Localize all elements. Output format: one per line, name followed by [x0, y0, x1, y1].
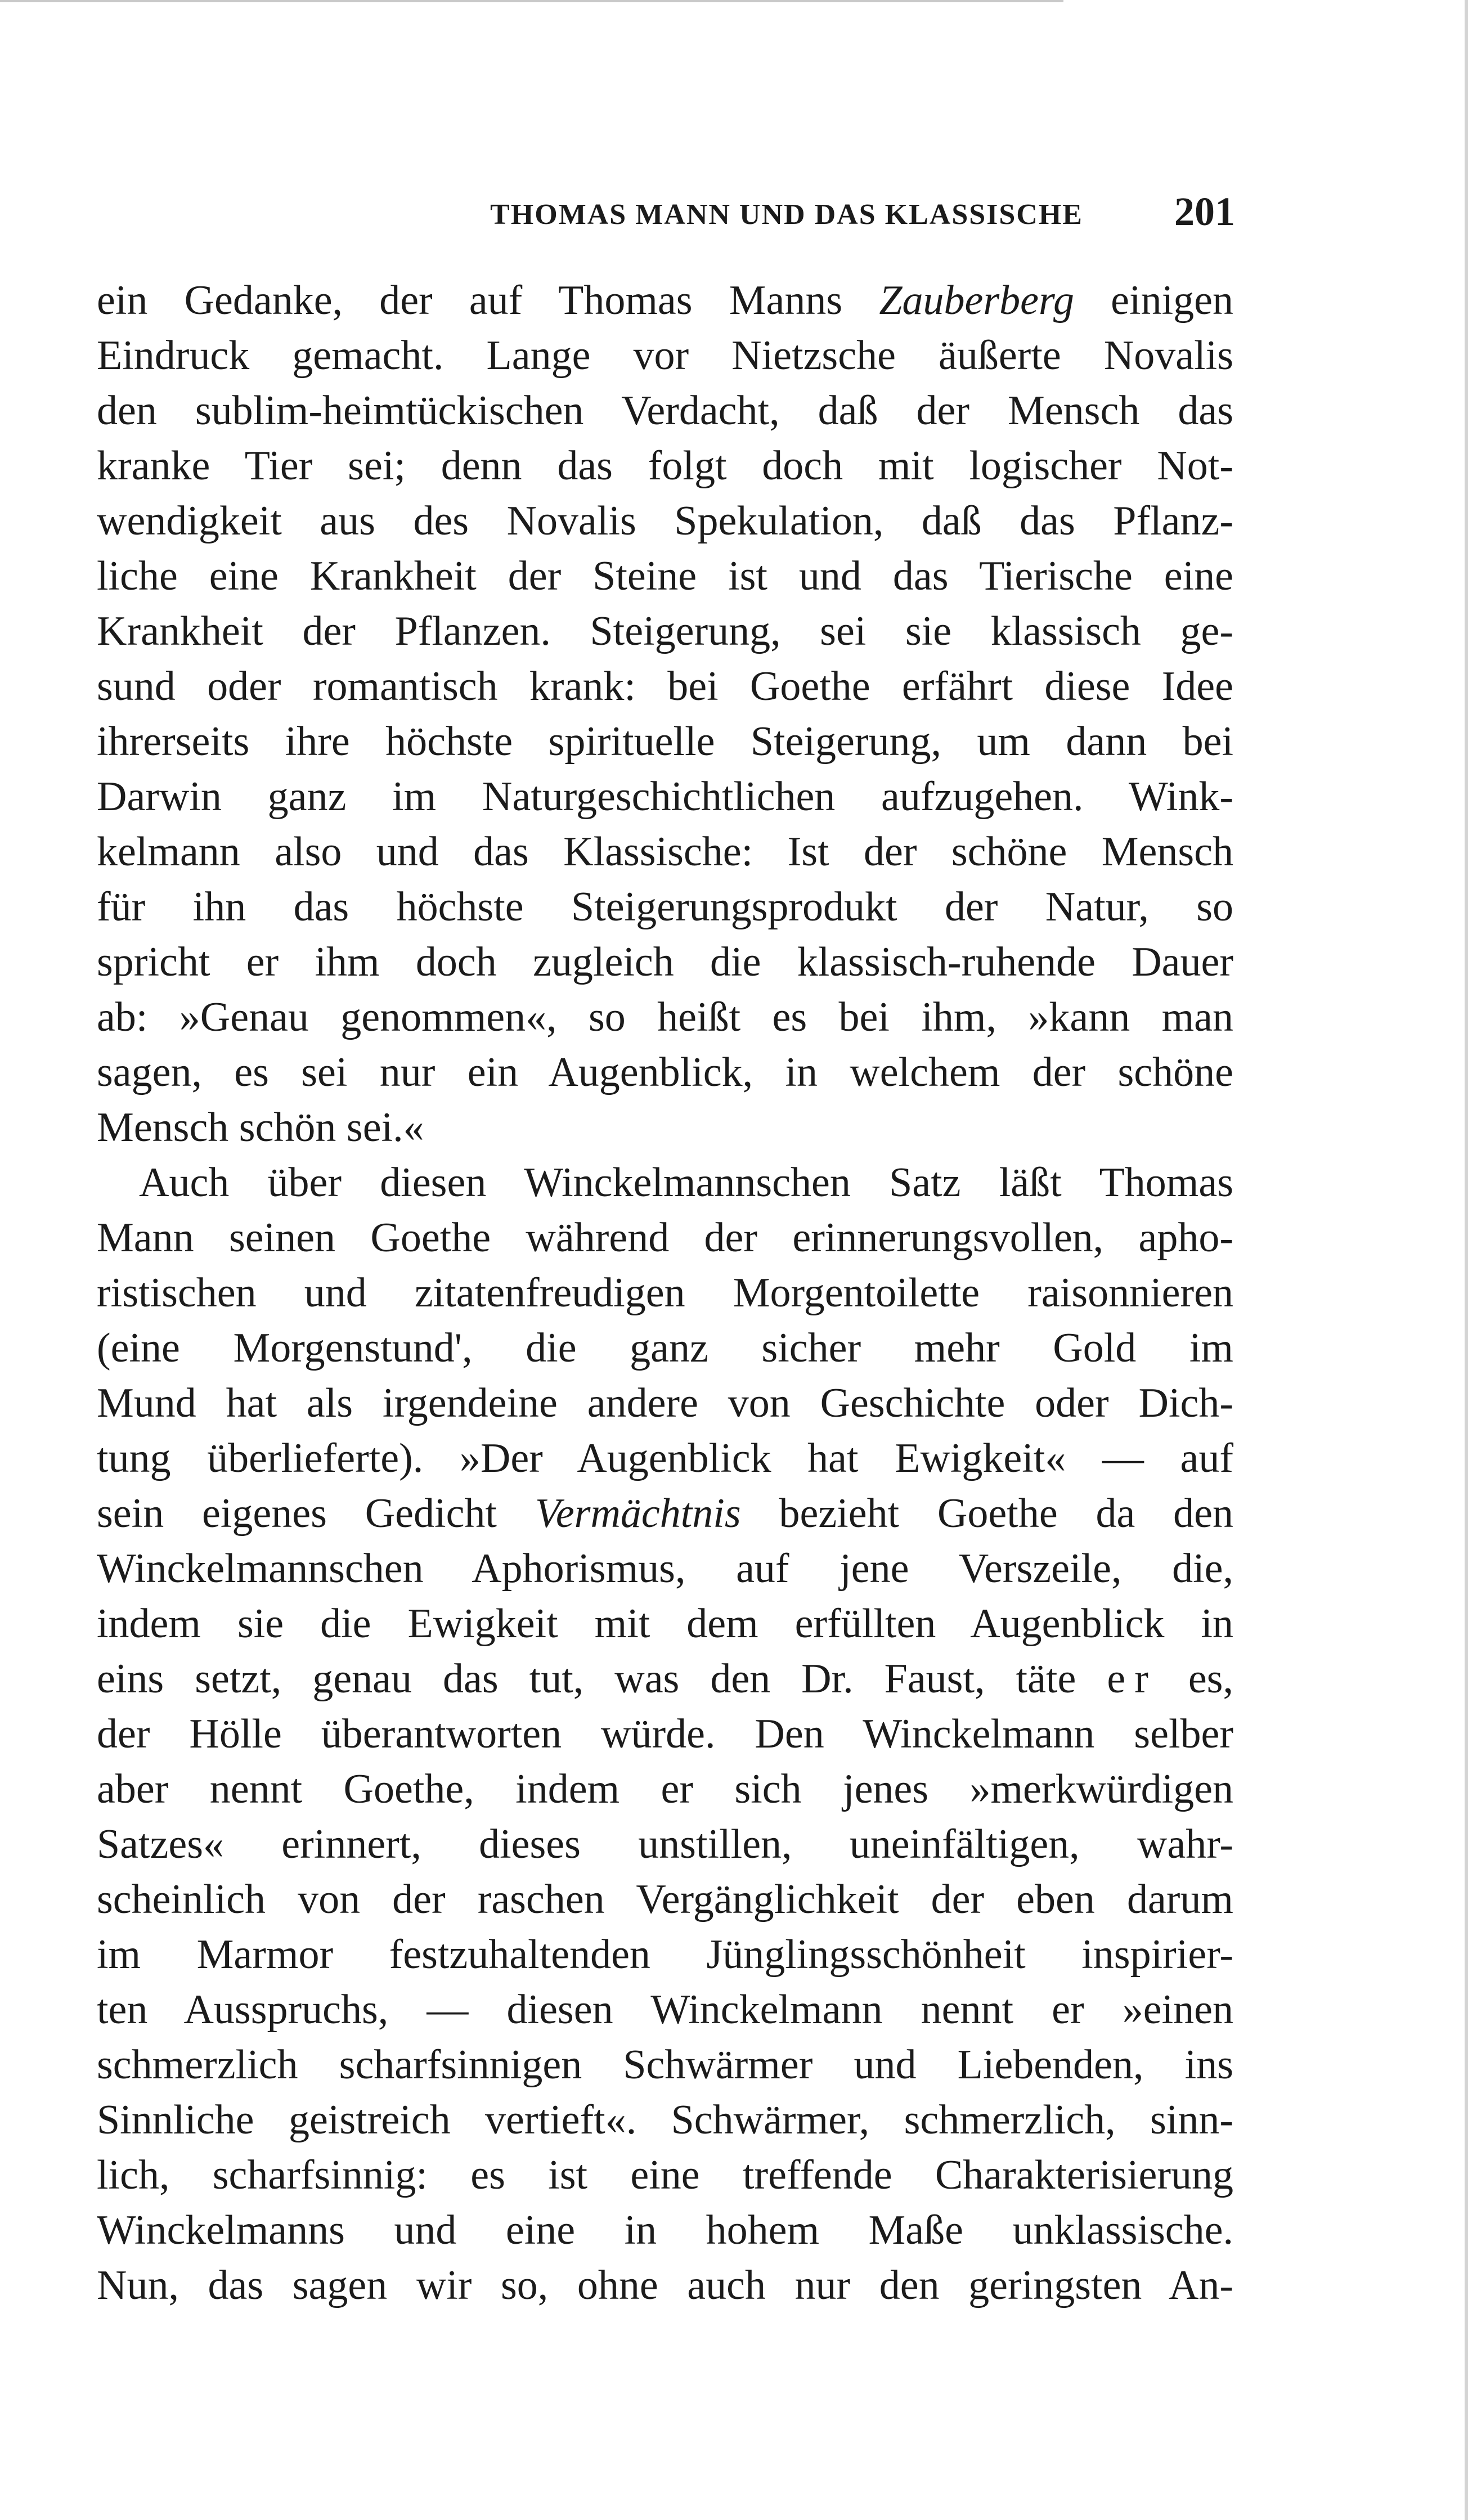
italic-title: Vermächtnis [535, 1490, 741, 1537]
running-title: THOMAS MANN UND DAS KLASSISCHE [490, 199, 1083, 231]
text-line: Nun, das sagen wir so, ohne auch nur den geringsten An- [97, 2262, 1233, 2308]
text-line: Krankheit der Pflanzen. Steigerung, sei sie klassisch ge- [97, 608, 1233, 654]
text-line: ein Gedanke, der auf Thomas Manns Zauberberg einigen [97, 277, 1233, 324]
text-line: Sinnliche geistreich vertieft«. Schwärmer, schmerzlich, sinn- [97, 2097, 1233, 2143]
text-line: der Hölle überantworten würde. Den Winckelmann selber [97, 1711, 1233, 1757]
running-head [96, 186, 1235, 236]
text-line: sagen, es sei nur ein Augenblick, in welchem der schöne [97, 1049, 1233, 1095]
text-line: schmerzlich scharfsinnigen Schwärmer und Liebenden, ins [97, 2042, 1233, 2088]
text-line: scheinlich von der raschen Vergänglichkeit der eben darum [97, 1876, 1233, 1922]
spaced-emphasis: er [1107, 1656, 1157, 1702]
text-line: tung überlieferte). »Der Augenblick hat Ewigkeit« — auf [97, 1435, 1233, 1481]
text-line: sein eigenes Gedicht Vermächtnis bezieht Goethe da den [97, 1490, 1233, 1537]
text-line: Winckelmannschen Aphorismus, auf jene Verszeile, die, [97, 1546, 1233, 1592]
text-line: Satzes« erinnert, dieses unstillen, uneinfältigen, wahr- [97, 1821, 1233, 1867]
text-line: Mann seinen Goethe während der erinnerungsvollen, apho- [97, 1215, 1233, 1261]
text-line: eins setzt, genau das tut, was den Dr. Faust, täte er es, [97, 1656, 1233, 1702]
scan-top-edge [0, 0, 1063, 2]
text-line: lich, scharfsinnig: es ist eine treffende Charakterisierung [97, 2152, 1233, 2198]
text-line: den sublim-heimtückischen Verdacht, daß der Mensch das [97, 388, 1233, 434]
text-line: liche eine Krankheit der Steine ist und das Tierische eine [97, 553, 1233, 599]
text-line: ihrerseits ihre höchste spirituelle Steigerung, um dann bei [97, 718, 1233, 765]
text-line: ten Ausspruchs, — diesen Winckelmann nennt er »einen [97, 1987, 1233, 2033]
text-line: (eine Morgenstund', die ganz sicher mehr Gold im [97, 1325, 1233, 1371]
text-line: sund oder romantisch krank: bei Goethe erfährt diese Idee [97, 663, 1233, 709]
italic-title: Zauberberg [879, 277, 1075, 324]
text-line: aber nennt Goethe, indem er sich jenes »merkwürdigen [97, 1766, 1233, 1812]
text-line: Mensch schön sei.« [97, 1104, 424, 1151]
text-line: indem sie die Ewigkeit mit dem erfüllten Augenblick in [97, 1601, 1233, 1647]
text-line: wendigkeit aus des Novalis Spekulation, daß das Pflanz- [97, 498, 1233, 544]
text-line: kranke Tier sei; denn das folgt doch mit logischer Not- [97, 443, 1233, 489]
scan-right-edge [1465, 0, 1468, 2520]
page-number: 201 [1174, 189, 1235, 234]
text-line: im Marmor festzuhaltenden Jünglingsschönheit inspirier- [97, 1931, 1233, 1978]
text-line: ab: »Genau genommen«, so heißt es bei ihm, »kann man [97, 994, 1233, 1040]
text-line: Mund hat als irgendeine andere von Geschichte oder Dich- [97, 1380, 1233, 1426]
text-line: für ihn das höchste Steigerungsprodukt der Natur, so [97, 884, 1233, 930]
body-text [97, 273, 1233, 2313]
text-line: Darwin ganz im Naturgeschichtlichen aufzugehen. Wink- [97, 774, 1233, 820]
text-line: Winckelmanns und eine in hohem Maße unklassische. [97, 2207, 1233, 2253]
text-line: Eindruck gemacht. Lange vor Nietzsche äußerte Novalis [97, 333, 1233, 379]
text-line: Auch über diesen Winckelmannschen Satz läßt Thomas [139, 1160, 1233, 1206]
text-line: spricht er ihm doch zugleich die klassisch-ruhende Dauer [97, 939, 1233, 985]
text-line: kelmann also und das Klassische: Ist der schöne Mensch [97, 829, 1233, 875]
text-line: ristischen und zitatenfreudigen Morgentoilette raisonnieren [97, 1270, 1233, 1316]
